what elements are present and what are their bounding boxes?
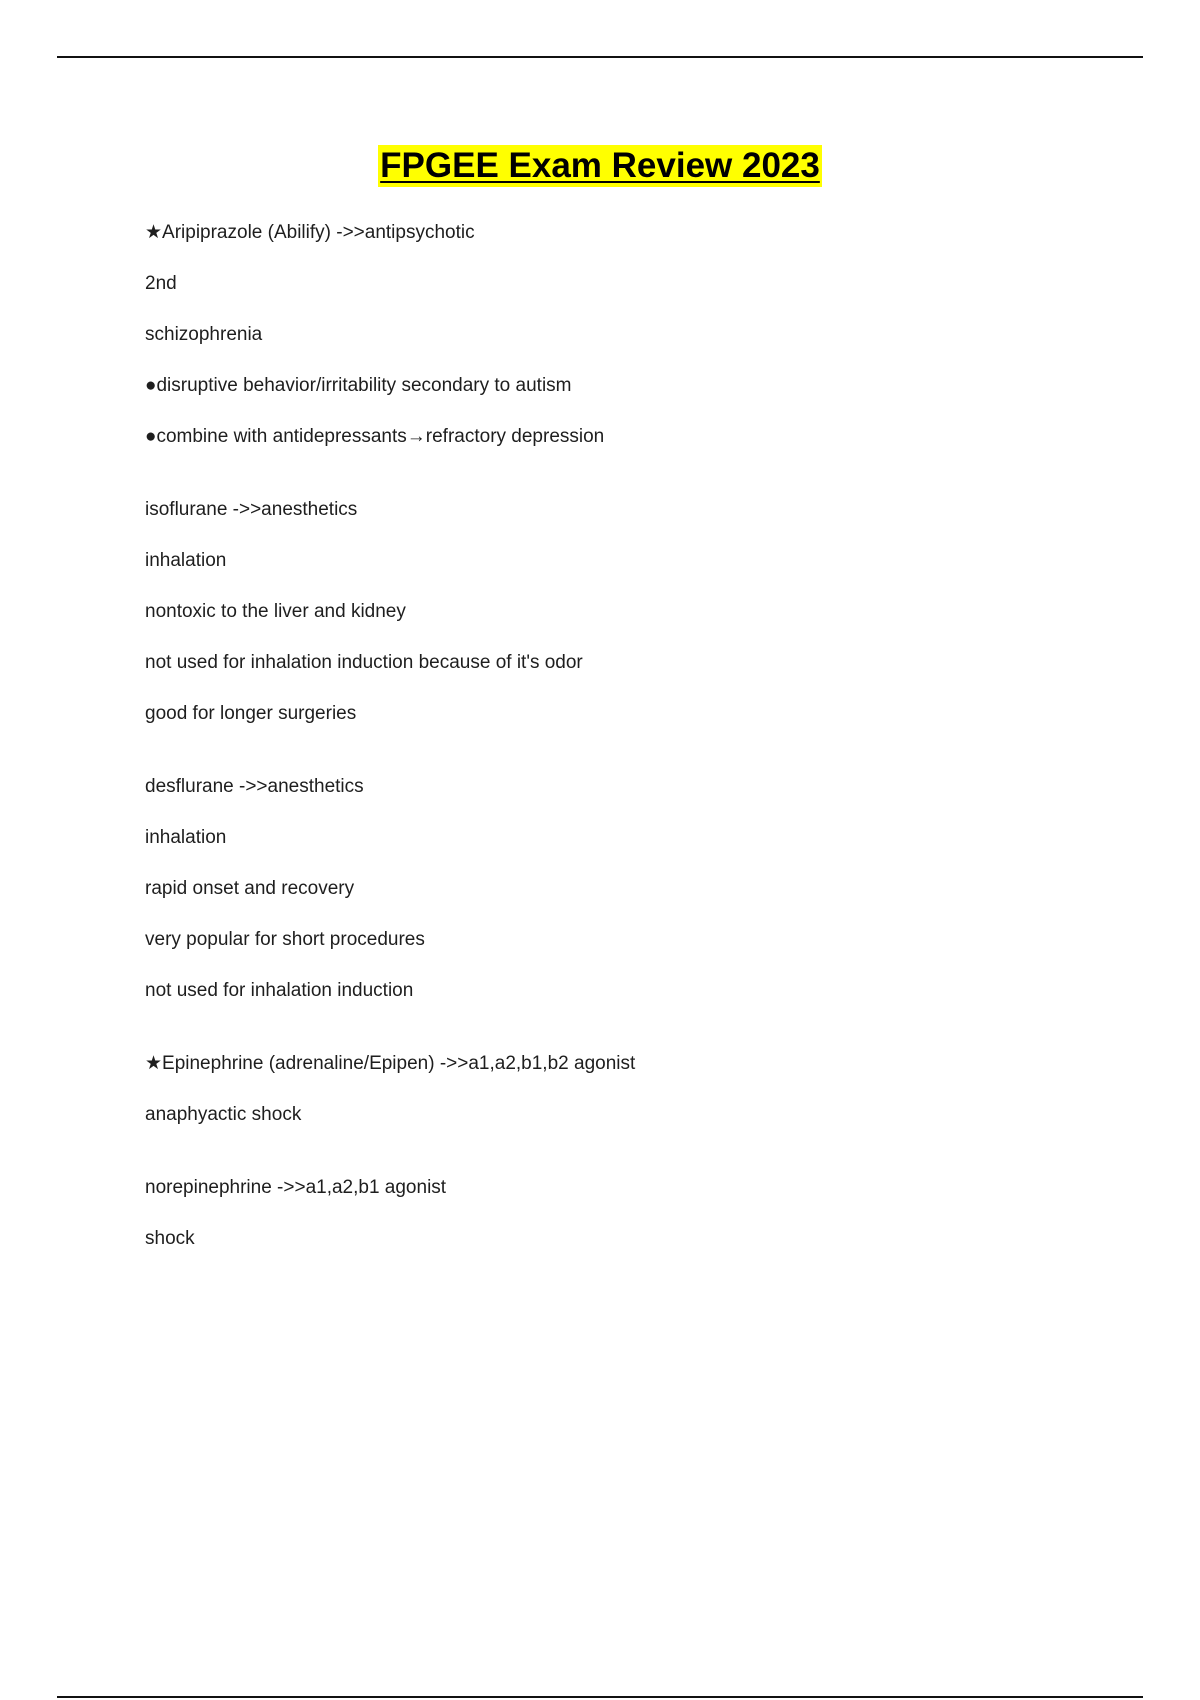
note-line: not used for inhalation induction because of it's odor [145, 652, 583, 673]
section-heading: ★Aripiprazole (Abilify) ->>antipsychotic [145, 222, 475, 243]
section-epinephrine [145, 1053, 1105, 1126]
section-heading: desflurane ->>anesthetics [145, 776, 364, 797]
page-title: FPGEE Exam Review 2023 [380, 146, 820, 185]
note-line: shock [145, 1228, 195, 1249]
section-heading: norepinephrine ->>a1,a2,b1 agonist [145, 1177, 447, 1198]
note-line: inhalation [145, 550, 227, 571]
bullet-line: ●combine with antidepressants→refractory depression [145, 426, 605, 447]
note-line: not used for inhalation induction [145, 980, 414, 1001]
section-desflurane [145, 776, 1105, 1002]
top-rule [57, 56, 1143, 58]
section-heading: isoflurane ->>anesthetics [145, 499, 358, 520]
note-line: good for longer surgeries [145, 703, 357, 724]
section-aripiprazole [145, 222, 1105, 448]
note-line: rapid onset and recovery [145, 878, 355, 899]
note-line: 2nd [145, 273, 177, 294]
note-line: schizophrenia [145, 324, 263, 345]
bullet-line: ●disruptive behavior/irritability secondary to autism [145, 375, 572, 396]
note-line: inhalation [145, 827, 227, 848]
note-line: nontoxic to the liver and kidney [145, 601, 406, 622]
bottom-rule [57, 1696, 1143, 1698]
document-body [145, 222, 1105, 1301]
section-isoflurane [145, 499, 1105, 725]
title-container [0, 145, 1200, 187]
note-line: anaphyactic shock [145, 1104, 302, 1125]
section-norepinephrine [145, 1177, 1105, 1250]
section-heading: ★Epinephrine (adrenaline/Epipen) ->>a1,a2,b1,b2 agonist [145, 1053, 636, 1074]
note-line: very popular for short procedures [145, 929, 425, 950]
